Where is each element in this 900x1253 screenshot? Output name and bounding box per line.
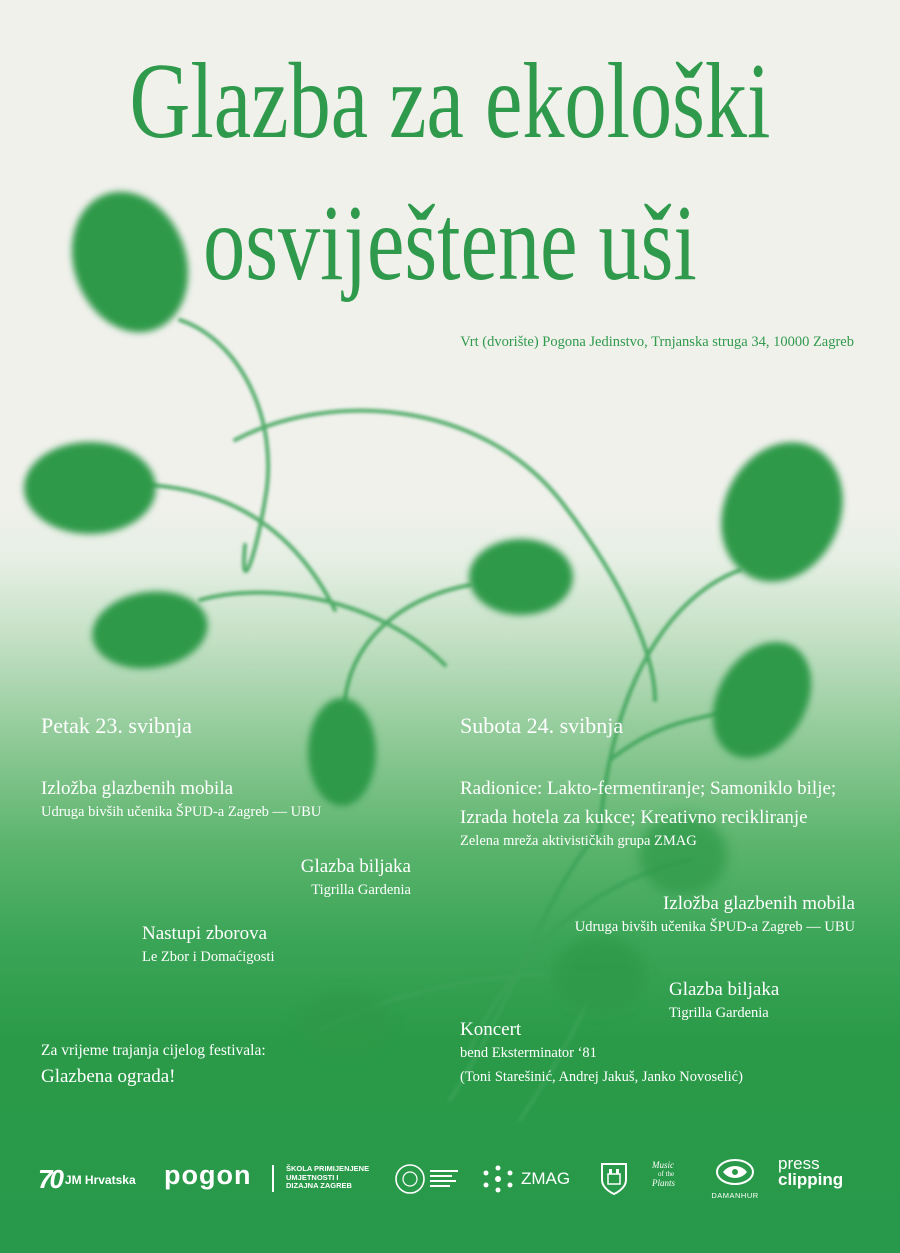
sponsor-logos [0,1150,900,1210]
saturday-day-heading: Subota 24. svibnja [460,713,624,738]
festival-note-event: Glazbena ograda! [41,1066,176,1087]
damanhur-emblem-icon [715,1158,755,1186]
friday-event-1-sub: Udruga bivših učenika ŠPUD-a Zagreb — UBU [41,804,322,820]
friday-event-1-title: Izložba glazbenih mobila [41,778,234,799]
skola-text [286,1165,396,1191]
saturday-event-4-sub-line-1: bend Eksterminator ‘81 [460,1045,597,1061]
friday-event-3-title: Nastupi zborova [142,923,268,944]
damanhur-text: DAMANHUR [711,1191,759,1200]
saturday-event-2-title: Izložba glazbenih mobila [662,893,855,914]
pogon-logo: pogon [164,1160,252,1190]
friday-event-3-sub: Le Zbor i Domaćigosti [142,949,275,965]
saturday-event-1-sub: Zelena mreža aktivističkih grupa ZMAG [460,833,697,849]
damanhur-logo [706,1158,764,1200]
title-line-1: Glazba za ekološki [129,42,771,161]
zmag-leaf-icon [481,1164,515,1194]
saturday-event-2-sub: Udruga bivših učenika ŠPUD-a Zagreb — UBU [574,919,855,935]
skola-text-line-1: ŠKOLA PRIMIJENJENE [286,1164,370,1173]
music-of-the-plants-logo [652,1160,675,1189]
skola-text-line-2: UMJETNOSTI I [286,1172,339,1182]
music-plants-line-1: Music [652,1160,674,1170]
saturday-event-3-sub: Tigrilla Gardenia [669,1005,769,1021]
music-plants-line-2: of the [658,1170,675,1179]
title-line-2: osviještene uši [203,184,697,303]
saturday-event-3-title: Glazba biljaka [669,979,780,1000]
skola-emblem-icon [272,1165,286,1192]
clipping-text: clipping [778,1170,844,1190]
friday-event-2-sub: Tigrilla Gardenia [311,882,411,898]
friday-event-2-title: Glazba biljaka [300,856,411,877]
zmag-text: ZMAG [521,1169,571,1188]
saturday-event-1-title-line-2: Izrada hotela za kukce; Kreativno recikliranje [460,807,808,828]
jm-hrvatska-logo [38,1164,136,1195]
press-text: press [778,1154,820,1173]
music-plants-line-3: Plants [652,1178,676,1189]
jm-hrvatska-text: JM Hrvatska [64,1172,136,1187]
venue-address: Vrt (dvorište) Pogona Jedinstvo, Trnjanska struga 34, 10000 Zagreb [460,334,854,350]
zagreb-coat-of-arms-icon [600,1162,628,1201]
festival-note: Za vrijeme trajanja cijelog festivala: [41,1042,266,1059]
jm-anniversary-number: 70 [38,1164,61,1194]
press-clipping-logo [778,1156,843,1188]
friday-day-heading: Petak 23. svibnja [41,713,192,738]
saturday-event-1-title-line-1: Radionice: Lakto-fermentiranje; Samoniklo bilje; [460,778,837,799]
skola-text-line-3: DIZAJNA ZAGREB [286,1181,352,1191]
saturday-event-4-sub-line-2: (Toni Starešinić, Andrej Jakuš, Janko Novoselić) [460,1069,743,1085]
saturday-event-4-title: Koncert [460,1019,522,1040]
zmag-logo [481,1164,570,1194]
school-seal-logo [394,1162,460,1201]
